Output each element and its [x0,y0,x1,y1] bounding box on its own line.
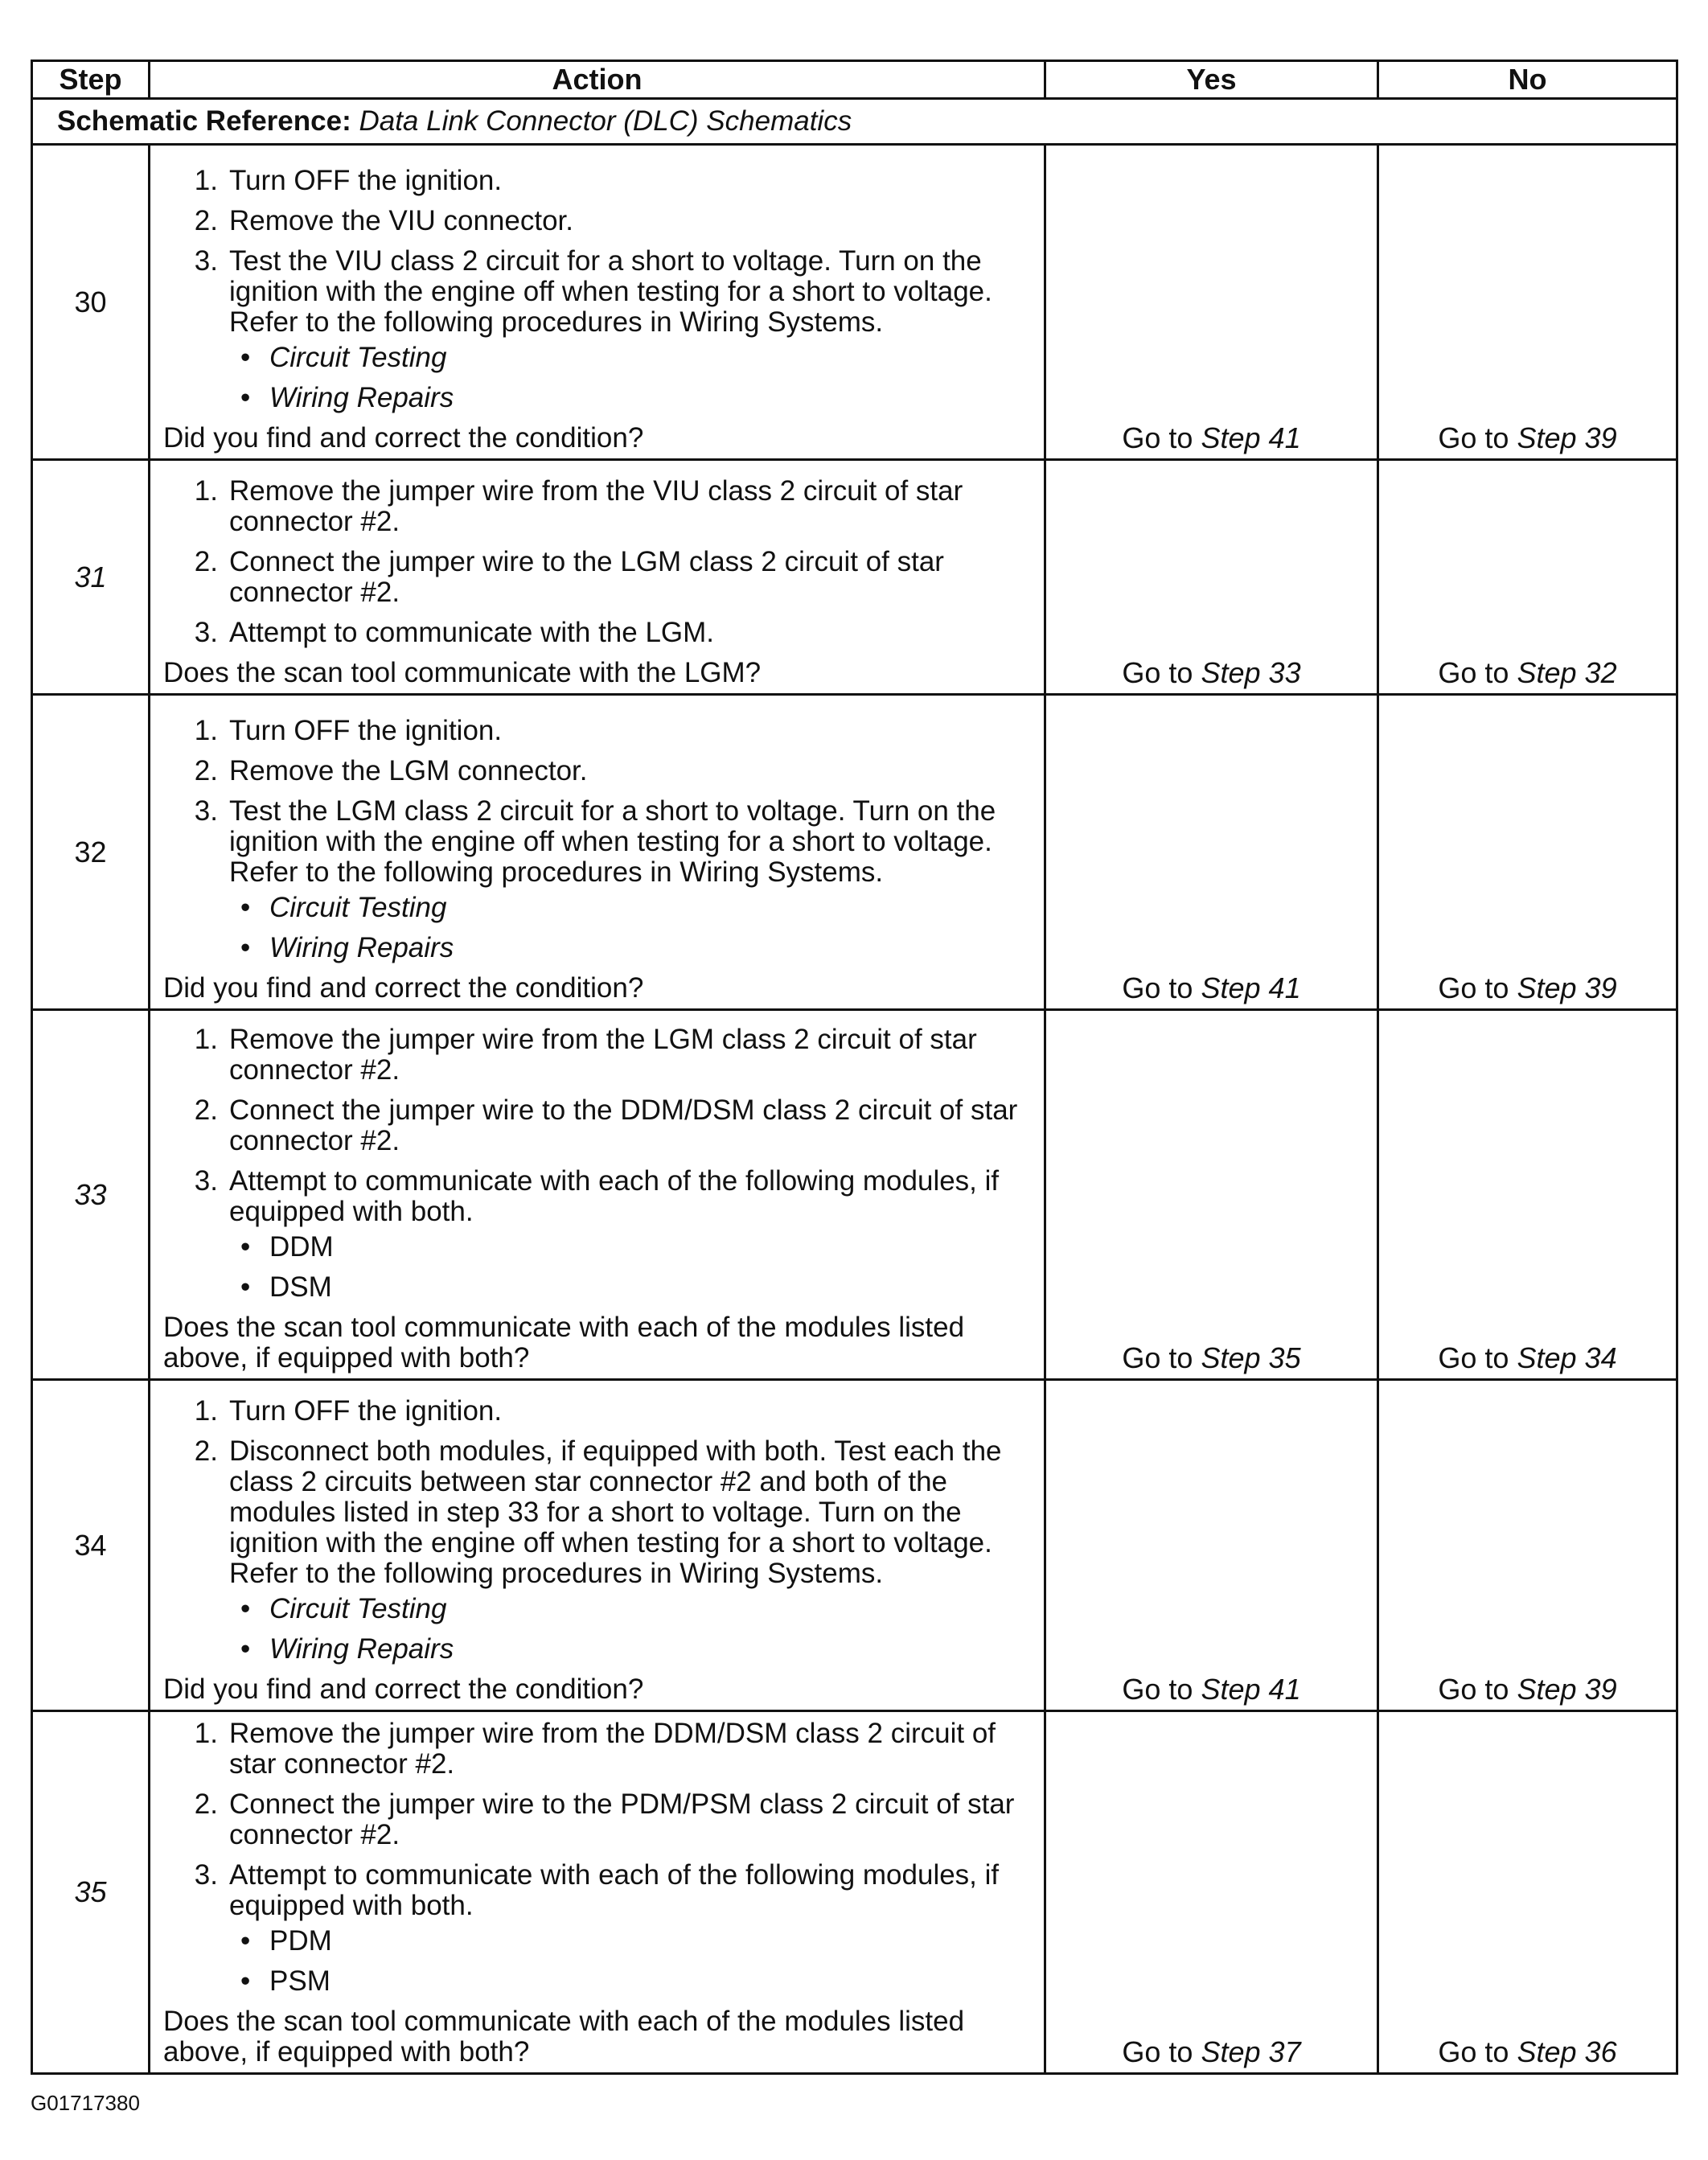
action-cell [150,1010,1045,1380]
action-step: 3. Attempt to communicate with each of the following modules, if equipped with both. • PDM • PSM [163,1860,1036,1997]
action-cell [150,145,1045,460]
module-item: • PDM [240,1925,332,1957]
action-step: 1. Remove the jumper wire from the VIU class 2 circuit of star connector #2. [194,475,963,537]
step-number: 35 [32,1711,150,2074]
procedure-link[interactable]: • Wiring Repairs [240,382,454,413]
procedure-link[interactable]: • Circuit Testing [240,342,447,373]
no-cell[interactable]: Go to Step 39 [1378,695,1677,1010]
action-cell [150,1380,1045,1711]
module-item: • DDM [240,1231,334,1263]
header-action: Action [150,61,1045,99]
module-item: • DSM [240,1271,332,1303]
no-cell[interactable]: Go to Step 34 [1378,1010,1677,1380]
action-step: 3. Attempt to communicate with the LGM. [194,617,715,648]
action-step: 3. Test the LGM class 2 circuit for a short to voltage. Turn on the ignition with the engine off when testing for a short to voltage. Refer to the following procedures in Wiring Systems. • Circuit Testing • Wiring Repairs [163,796,1036,963]
diagnostic-table [31,60,1678,2075]
step-number: 34 [32,1380,150,1711]
action-step: 1. Turn OFF the ignition. [194,1395,503,1427]
question-text: Does the scan tool communicate with each of the modules listed above, if equipped with both? [163,2006,965,2068]
question-text: Did you find and correct the condition? [163,1673,644,1705]
yes-cell[interactable]: Go to Step 41 [1045,1380,1378,1711]
action-step: 2. Disconnect both modules, if equipped with both. Test each the class 2 circuits between star connector #2 and both of the modules listed in step 33 for a short to voltage. Turn on the ignition with the engine off when testing for a short to voltage. Refer to the following procedures in Wiring Systems. • Circuit Testing • Wiring Repairs [163,1436,1036,1665]
header-row [32,61,1677,99]
action-step: 2. Connect the jumper wire to the DDM/DSM class 2 circuit of star connector #2. [194,1094,1018,1156]
action-step: 1. Remove the jumper wire from the DDM/DSM class 2 circuit of star connector #2. [194,1718,996,1780]
no-cell[interactable]: Go to Step 39 [1378,1380,1677,1711]
action-cell [150,695,1045,1010]
action-cell [150,1711,1045,2074]
table-row [32,695,1677,1010]
header-yes: Yes [1045,61,1378,99]
table-row [32,460,1677,695]
action-step: 2. Remove the VIU connector. [194,205,573,236]
yes-cell[interactable]: Go to Step 41 [1045,695,1378,1010]
yes-cell[interactable]: Go to Step 33 [1045,460,1378,695]
procedure-link[interactable]: • Circuit Testing [240,892,447,923]
procedure-link[interactable]: • Circuit Testing [240,1593,447,1624]
yes-cell[interactable]: Go to Step 37 [1045,1711,1378,2074]
table-row [32,145,1677,460]
action-step: 1. Remove the jumper wire from the LGM class 2 circuit of star connector #2. [194,1024,977,1086]
question-text: Did you find and correct the condition? [163,972,644,1004]
action-step: 2. Connect the jumper wire to the PDM/PSM class 2 circuit of star connector #2. [194,1788,1015,1850]
action-step: 3. Test the VIU class 2 circuit for a short to voltage. Turn on the ignition with the engine off when testing for a short to voltage. Refer to the following procedures in Wiring Systems. • Circuit Testing • Wiring Repairs [163,246,1036,413]
table-row [32,1010,1677,1380]
table-row [32,1711,1677,2074]
step-number: 31 [32,460,150,695]
step-number: 30 [32,145,150,460]
step-number: 32 [32,695,150,1010]
yes-cell[interactable]: Go to Step 35 [1045,1010,1378,1380]
procedure-link[interactable]: • Wiring Repairs [240,932,454,963]
action-step: 1. Turn OFF the ignition. [194,715,503,746]
table-row [32,1380,1677,1711]
schematic-label: Schematic Reference: [57,105,351,137]
no-cell[interactable]: Go to Step 32 [1378,460,1677,695]
question-text: Does the scan tool communicate with each of the modules listed above, if equipped with both? [163,1312,965,1374]
schematic-link[interactable]: Data Link Connector (DLC) Schematics [359,105,852,137]
schematic-row [32,99,1677,145]
question-text: Does the scan tool communicate with the LGM? [163,657,762,688]
action-step: 3. Attempt to communicate with each of the following modules, if equipped with both. • DDM • DSM [163,1166,1036,1303]
no-cell[interactable]: Go to Step 39 [1378,145,1677,460]
yes-cell[interactable]: Go to Step 41 [1045,145,1378,460]
action-cell [150,460,1045,695]
figure-code: G01717380 [31,2091,140,2115]
action-step: 1. Turn OFF the ignition. [194,165,503,196]
action-step: 2. Remove the LGM connector. [194,755,588,786]
procedure-link[interactable]: • Wiring Repairs [240,1633,454,1665]
header-step: Step [32,61,150,99]
no-cell[interactable]: Go to Step 36 [1378,1711,1677,2074]
action-step: 2. Connect the jumper wire to the LGM class 2 circuit of star connector #2. [194,546,944,608]
header-no: No [1378,61,1677,99]
module-item: • PSM [240,1965,331,1997]
step-number: 33 [32,1010,150,1380]
question-text: Did you find and correct the condition? [163,422,644,454]
schematic-reference [32,99,1677,145]
